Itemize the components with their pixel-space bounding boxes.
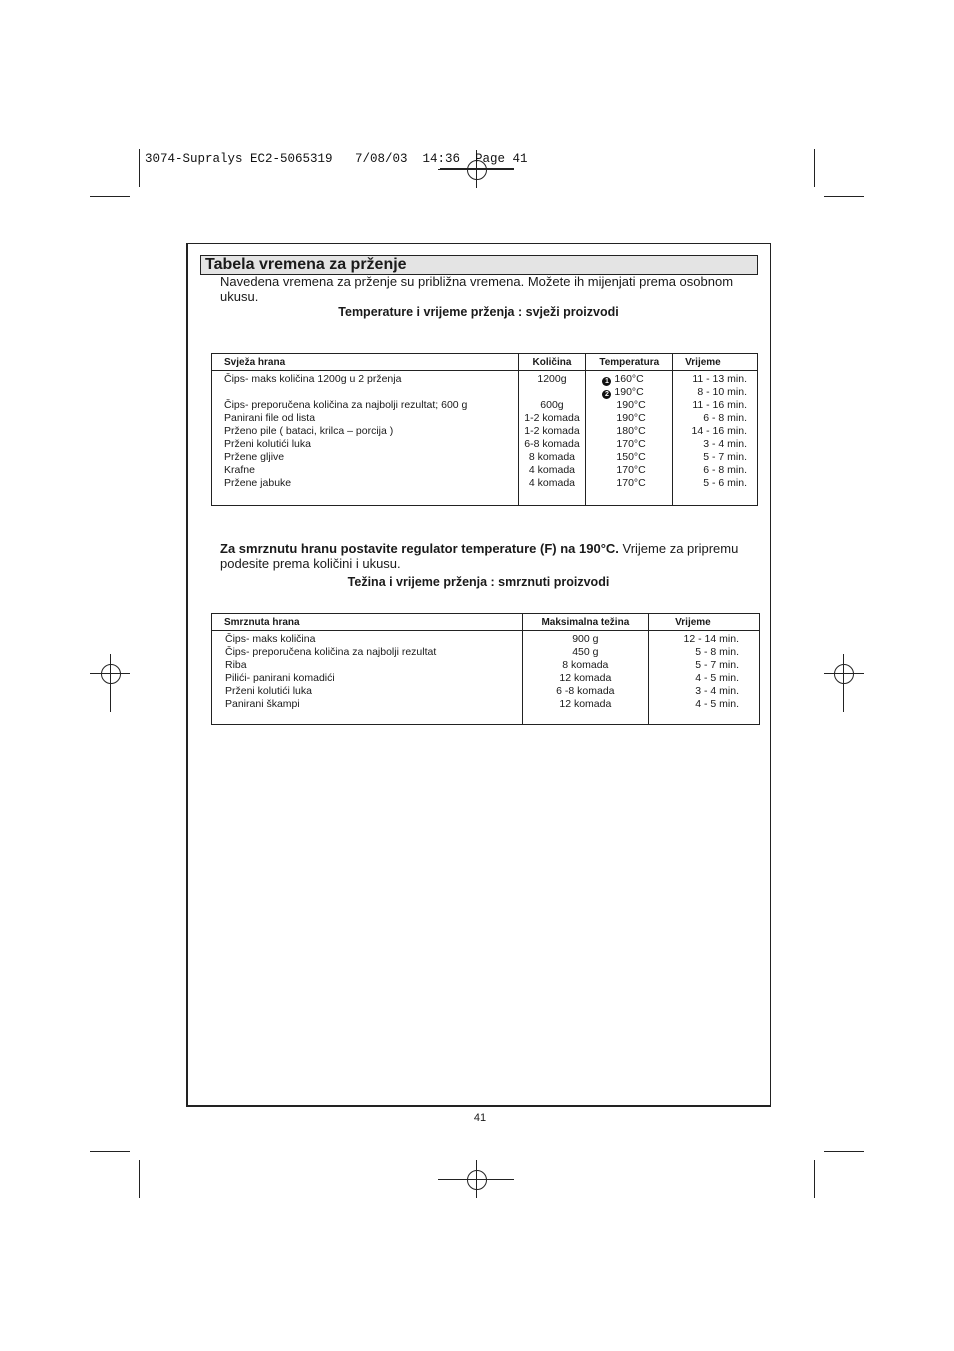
frozen-col-weight (522, 631, 649, 725)
table-cell: Čips- maks količina (225, 633, 316, 645)
temperature-value: 190°C (616, 399, 646, 411)
temperature-value: 170°C (616, 477, 646, 489)
frozen-note (220, 541, 755, 571)
table-cell: 1-2 komada (524, 425, 580, 437)
table-cell: 14 - 16 min. (691, 425, 747, 437)
number-marker-icon: 2 (602, 390, 611, 399)
intro-text: Navedena vremena za prženje su približna vremena. Možete ih mijenjati prema osobnom ukusu. (220, 274, 734, 304)
table-cell (602, 373, 672, 386)
table-cell (602, 464, 672, 477)
table-cell: 900 g (572, 633, 599, 645)
table-cell (602, 412, 672, 425)
temperature-value: 170°C (616, 438, 646, 450)
table-cell: Čips- maks količina 1200g u 2 prženja (224, 373, 402, 385)
temperature-value: 160°C (614, 373, 644, 385)
table-cell: 8 komada (528, 451, 576, 463)
table-cell: 3 - 4 min. (695, 685, 739, 697)
table-cell (602, 386, 672, 399)
table-cell: 6 - 8 min. (703, 412, 747, 424)
fresh-header-qty: Količina (518, 354, 586, 371)
fresh-header-time: Vrijeme (673, 354, 758, 371)
frozen-header-time: Vrijeme (649, 614, 760, 631)
table-cell (602, 438, 672, 451)
table-cell: 5 - 6 min. (703, 477, 747, 489)
frozen-subtitle: Težina i vrijeme prženja : smrznuti proizvodi (347, 575, 610, 589)
table-cell: 4 - 5 min. (695, 672, 739, 684)
table-cell: Pržene gljive (224, 451, 285, 463)
page-number: 41 (473, 1112, 487, 1124)
table-cell: 12 komada (559, 672, 612, 684)
table-cell: 8 komada (562, 659, 609, 671)
frozen-note-rest: Vrijeme za pripremu podesite prema količini i ukusu. (220, 541, 739, 571)
print-header-underline (440, 168, 514, 169)
table-cell: Prženi kolutići luka (224, 438, 311, 450)
fresh-col-qty (518, 371, 586, 506)
table-cell (602, 477, 672, 490)
table-cell: Riba (225, 659, 247, 671)
table-cell: 6-8 komada (524, 438, 580, 450)
table-cell (602, 425, 672, 438)
table-cell: Prženo pile ( bataci, krilca – porcija ) (224, 425, 394, 437)
table-cell: Panirani file od lista (224, 412, 316, 424)
table-cell: 6 - 8 min. (703, 464, 747, 476)
table-cell (519, 386, 586, 399)
table-cell: 3 - 4 min. (703, 438, 747, 450)
table-cell (602, 399, 672, 412)
table-cell: Čips- preporučena količina za najbolji rezultat (225, 646, 437, 658)
table-cell: 5 - 7 min. (703, 451, 747, 463)
temperature-value: 190°C (616, 412, 646, 424)
fresh-col-food (212, 371, 519, 506)
frozen-header-food: Smrznuta hrana (212, 614, 523, 631)
table-cell: 12 - 14 min. (683, 633, 739, 645)
table-cell: 1-2 komada (524, 412, 580, 424)
table-cell: 5 - 8 min. (695, 646, 739, 658)
table-cell: Čips- preporučena količina za najbolji rezultat; 600 g (224, 399, 468, 411)
frozen-col-time (649, 631, 760, 725)
table-cell: Pržene jabuke (224, 477, 292, 489)
section-title-box (200, 255, 758, 275)
table-cell: 8 - 10 min. (697, 386, 747, 398)
table-cell: Krafne (224, 464, 255, 476)
frozen-note-bold: Za smrznutu hranu postavite regulator temperature (F) na 190°C. (220, 541, 619, 556)
frozen-header-weight: Maksimalna težina (522, 614, 649, 631)
table-cell: 5 - 7 min. (695, 659, 739, 671)
table-cell: Prženi kolutići luka (225, 685, 312, 697)
table-cell: 600g (540, 399, 564, 411)
fresh-col-time (673, 371, 758, 506)
fresh-col-temp (586, 371, 673, 506)
temperature-value: 190°C (614, 386, 644, 398)
table-cell (602, 451, 672, 464)
frozen-food-table (211, 613, 760, 725)
table-cell: 450 g (572, 646, 599, 658)
fresh-subtitle: Temperature i vrijeme prženja : svježi proizvodi (338, 305, 619, 319)
fresh-header-food: Svježa hrana (212, 354, 519, 371)
table-cell: 4 - 5 min. (695, 698, 739, 710)
page-title: Tabela vremena za prženje (205, 256, 407, 273)
print-header: 3074-Supralys EC2-5065319 7/08/03 14:36 Page 41 (145, 152, 528, 166)
table-cell: Pilići- panirani komadići (225, 672, 335, 684)
table-cell: 4 komada (528, 464, 576, 476)
table-cell: 11 - 16 min. (692, 399, 747, 411)
table-cell: 1200g (537, 373, 567, 385)
temperature-value: 170°C (616, 464, 646, 476)
temperature-value: 150°C (616, 451, 646, 463)
table-cell (224, 386, 518, 399)
table-cell: Panirani škampi (225, 698, 300, 710)
table-cell: 6 -8 komada (556, 685, 615, 697)
fresh-header-temp: Temperatura (586, 354, 673, 371)
temperature-value: 180°C (616, 425, 646, 437)
fresh-food-table (211, 353, 758, 506)
table-cell: 11 - 13 min. (692, 373, 747, 385)
table-cell: 4 komada (528, 477, 576, 489)
frozen-col-food (212, 631, 523, 725)
table-cell: 12 komada (559, 698, 612, 710)
number-marker-icon: 1 (602, 377, 611, 386)
